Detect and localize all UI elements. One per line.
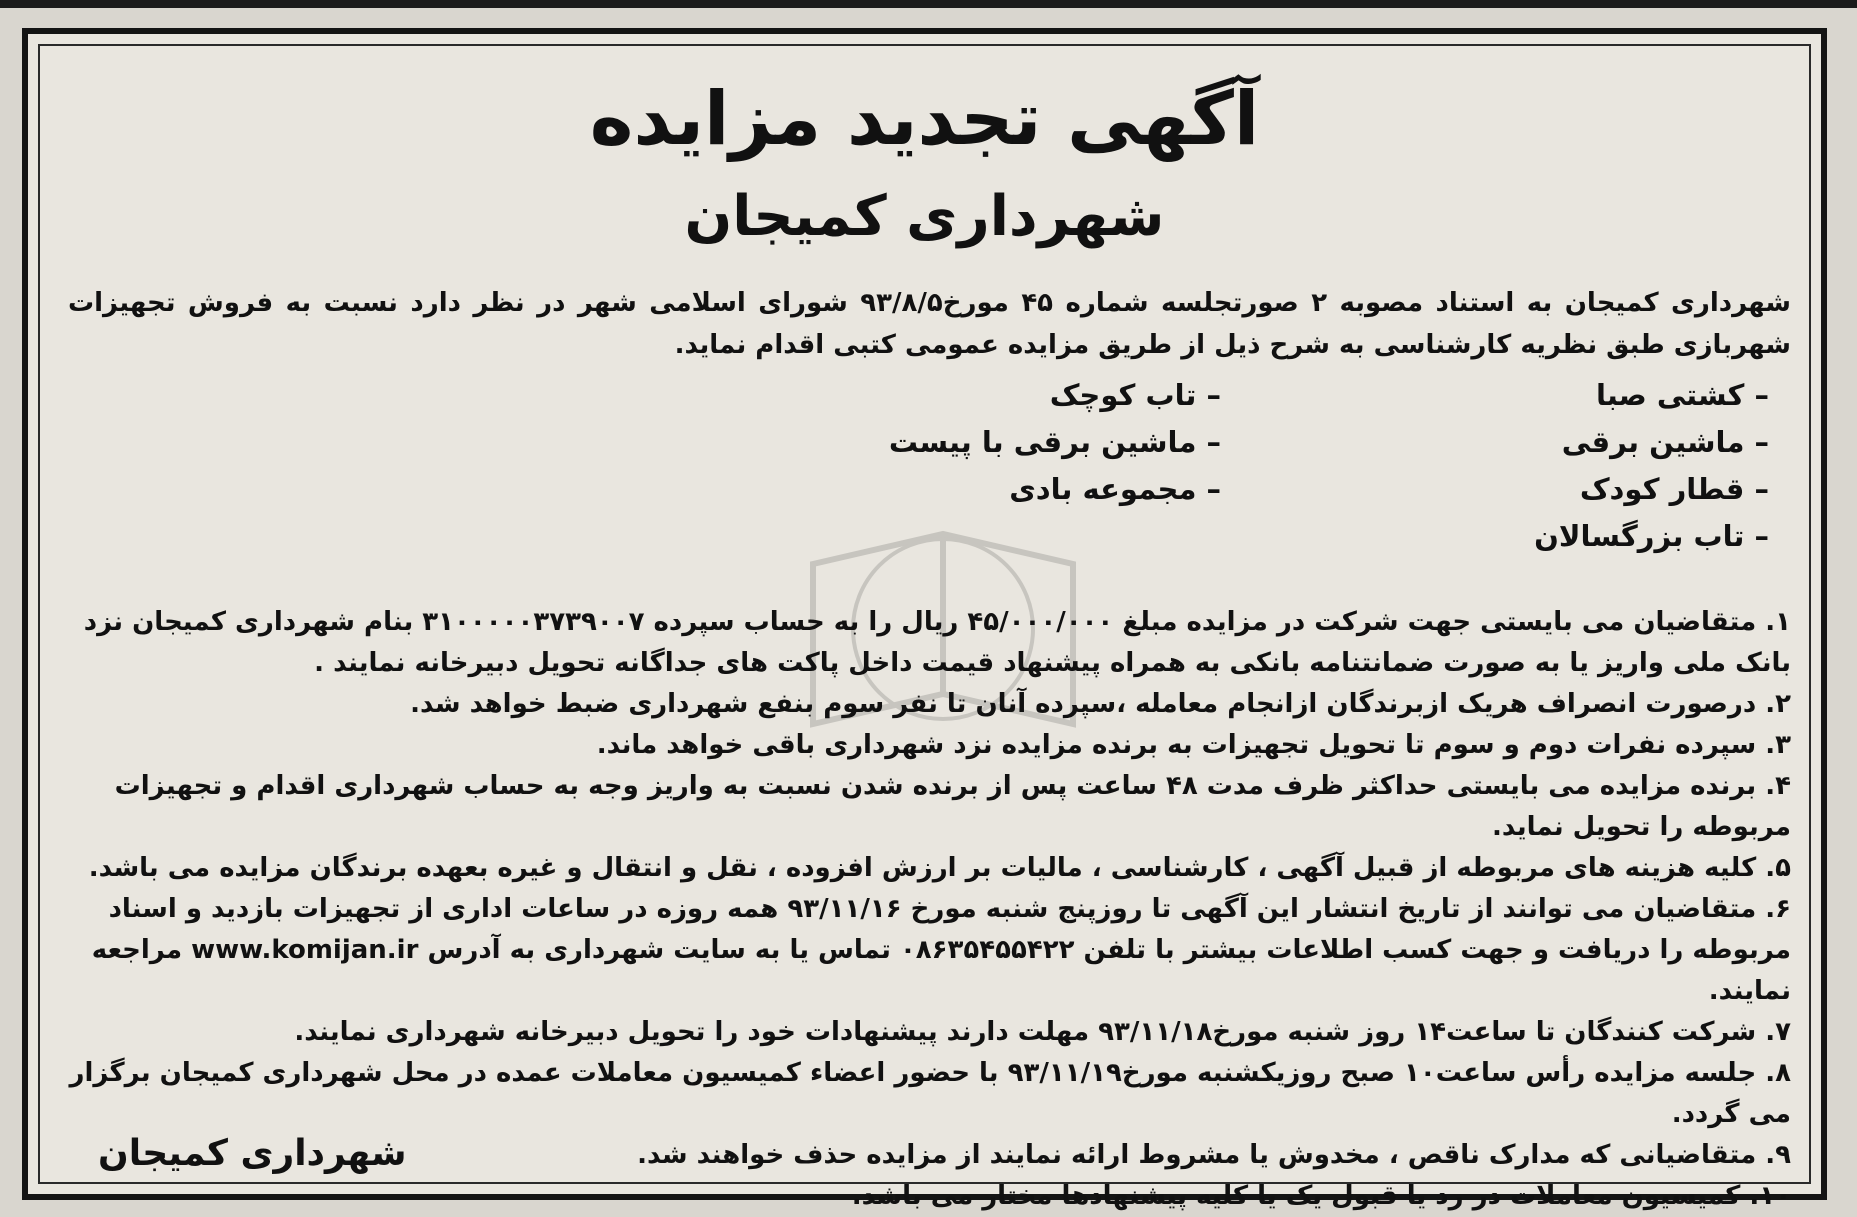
condition-item: ۷. شرکت کنندگان تا ساعت۱۴ روز شنبه مورخ۹۳/۱۱/۱۸ مهلت دارند پیشنهادات خود را تحویل دبیرخانه شهرداری نمایند.	[294, 1017, 1791, 1047]
ad-frame	[22, 28, 1827, 1211]
item-entry: – کشتی صبا	[1596, 378, 1769, 412]
condition-item: ۵. کلیه هزینه های مربوطه از قبیل آگهی ، کارشناسی ، مالیات بر ارزش افزوده ، نقل و انتقال و غیره بعهده برندگان مزایده می باشد.	[88, 853, 1791, 883]
condition-item: ۶. متقاضیان می توانند از تاریخ انتشار این آگهی تا روزپنج شنبه مورخ ۹۳/۱۱/۱۶ همه روزه در ساعات اداری از تجهیزات بازدید و اسناد مربوطه را دریافت و جهت کسب اطلاعات بیشتر با تلفن ۰۸۶۳۵۴۵۵۴۲۲ تماس یا به سایت شهرداری به آدرس www.komijan.ir مراجعه نمایند.	[91, 894, 1791, 1006]
item-entry: – تاب بزرگسالان	[1534, 519, 1769, 553]
condition-item: ۱. متقاضیان می بایستی جهت شرکت در مزایده مبلغ ۴۵/۰۰۰/۰۰۰ ریال را به حساب سپرده ۳۱۰۰۰۰۰۳۷۳۹۰۰۷ بنام شهرداری کمیجان نزد بانک ملی واریز یا به صورت ضمانتنامه بانکی به همراه پیشنهاد قیمت داخل پاکت های جداگانه تحویل دبیرخانه نمایند .	[83, 607, 1791, 678]
ad-title: آگهی تجدید مزایده	[589, 76, 1260, 162]
item-entry: – ماشین برقی با پیست	[888, 425, 1221, 459]
condition-item: ۴. برنده مزایده می بایستی حداکثر ظرف مدت ۴۸ ساعت پس از برنده شدن نسبت به واریز وجه به حساب شهرداری اقدام و تجهیزات مربوطه را تحویل نماید.	[114, 771, 1791, 842]
items-list-right	[1439, 372, 1769, 560]
conditions-list	[68, 602, 1791, 1217]
item-entry: – ماشین برقی	[1561, 425, 1769, 459]
intro-paragraph: شهرداری کمیجان به استناد مصوبه ۲ صورتجلسه شماره ۴۵ مورخ۹۳/۸/۵ شورای اسلامی شهر در نظر دارد نسبت به فروش تجهیزات شهربازی طبق نظریه کارشناسی به شرح ذیل از طریق مزایده عمومی کتبی اقدام نماید.	[68, 288, 1791, 360]
item-entry: – تاب کوچک	[1049, 378, 1221, 412]
items-list-left	[801, 372, 1221, 513]
condition-item: ۳. سپرده نفرات دوم و سوم تا تحویل تجهیزات به برنده مزایده نزد شهرداری باقی خواهد ماند.	[596, 730, 1791, 760]
condition-item: ۲. درصورت انصراف هریک ازبرندگان ازانجام معامله ،سپرده آنان تا نفر سوم بنفع شهرداری ضبط خواهد شد.	[410, 689, 1791, 719]
condition-item: ۱۰. کمیسیون معاملات در رد یا قبول یک یا کلیه پیشنهادها مختار می باشد.	[851, 1181, 1791, 1211]
item-entry: – مجموعه بادی	[1009, 472, 1221, 506]
item-entry: – قطار کودک	[1579, 472, 1769, 506]
condition-item: ۹. متقاضیانی که مدارک ناقص ، مخدوش یا مشروط ارائه نمایند از مزایده حذف خواهند شد.	[637, 1140, 1791, 1170]
condition-item: ۸. جلسه مزایده رأس ساعت۱۰ صبح روزیکشنبه مورخ۹۳/۱۱/۱۹ با حضور اعضاء کمیسیون معاملات عمده در محل شهرداری کمیجان برگزار می گردد.	[69, 1058, 1791, 1129]
top-rule	[0, 0, 1857, 8]
ad-subtitle: شهرداری کمیجان	[684, 184, 1165, 249]
signature: شهرداری کمیجان	[98, 1133, 407, 1174]
